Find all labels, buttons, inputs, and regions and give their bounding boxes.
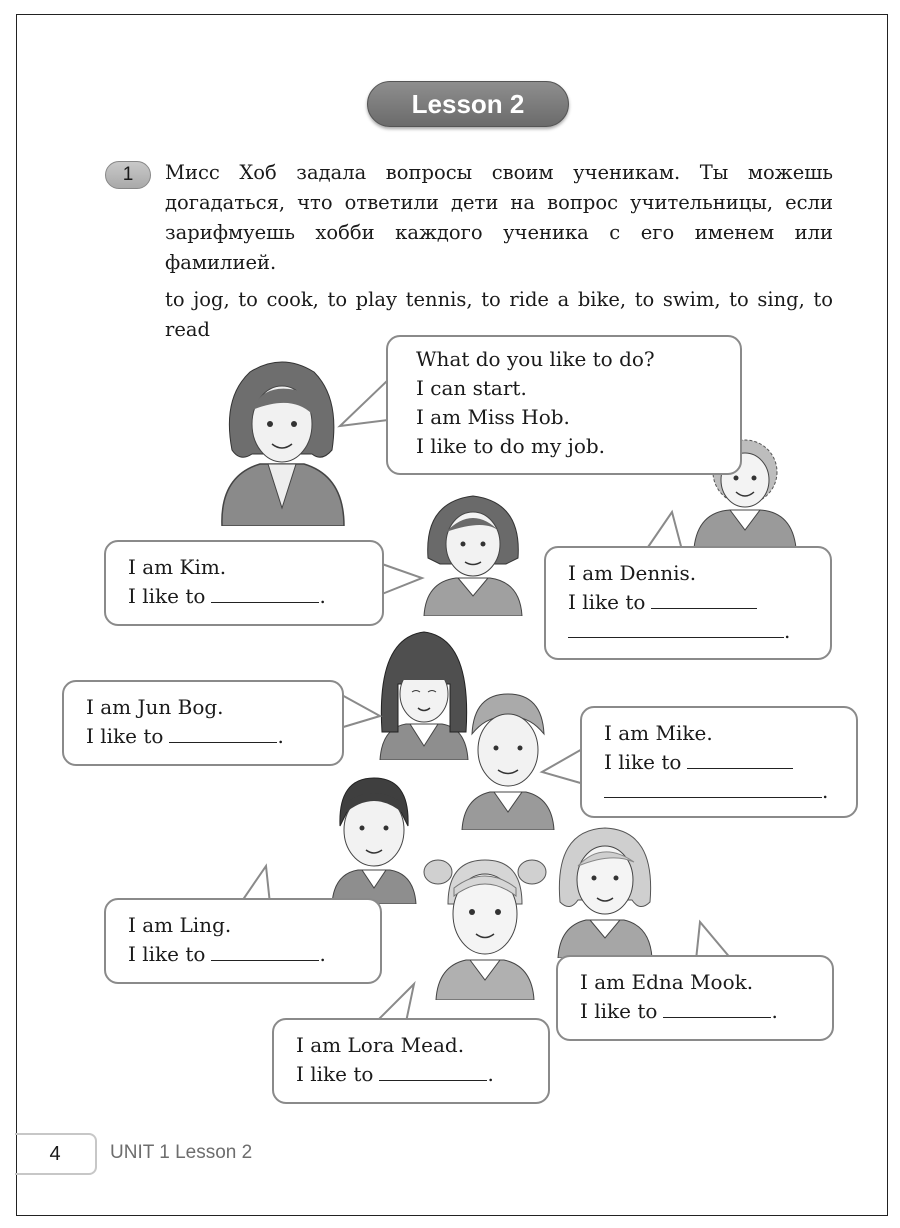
kim-name-line: I am Kim.	[128, 555, 227, 579]
lora-end: .	[487, 1062, 494, 1086]
dennis-name-line: I am Dennis.	[568, 561, 697, 585]
task-instruction: Мисс Хоб задала вопросы своим ученикам. Ты можешь догадаться, что ответили дети на вопрос учительницы, если зарифмуешь хобби каждого ученика с его именем или фамилией.	[165, 161, 833, 274]
jun-like-line: I like to	[86, 724, 164, 748]
lora-speech-bubble	[272, 1018, 550, 1104]
mike-answer-blank-1[interactable]	[687, 750, 793, 769]
teacher-illustration	[212, 358, 352, 526]
ling-like-line: I like to	[128, 942, 206, 966]
mike-answer-blank-2[interactable]	[604, 779, 822, 798]
teacher-line-2: I can start.	[416, 376, 527, 400]
ling-name-line: I am Ling.	[128, 913, 232, 937]
teacher-speech-bubble	[386, 335, 742, 475]
kim-like-line: I like to	[128, 584, 206, 608]
dennis-answer-blank-1[interactable]	[651, 590, 757, 609]
mike-name-line: I am Mike.	[604, 721, 713, 745]
lora-illustration	[420, 848, 550, 1000]
footer-section-label: UNIT 1 Lesson 2	[110, 1142, 253, 1163]
task-number: 1	[105, 161, 151, 189]
dennis-end: .	[784, 619, 791, 643]
ling-end: .	[319, 942, 326, 966]
edna-speech-bubble	[556, 955, 834, 1041]
edna-end: .	[771, 999, 778, 1023]
teacher-line-4: I like to do my job.	[416, 434, 606, 458]
jun-end: .	[277, 724, 284, 748]
edna-answer-blank[interactable]	[663, 999, 771, 1018]
lesson-title: Lesson 2	[367, 81, 569, 127]
dennis-like-line: I like to	[568, 590, 646, 614]
edna-like-line: I like to	[580, 999, 658, 1023]
edna-name-line: I am Edna Mook.	[580, 970, 754, 994]
ling-illustration	[326, 774, 422, 904]
edna-illustration	[552, 822, 658, 958]
ling-answer-blank[interactable]	[211, 942, 319, 961]
ling-speech-bubble	[104, 898, 382, 984]
mike-end: .	[822, 779, 829, 803]
teacher-bubble-tail	[336, 376, 392, 436]
jun-name-line: I am Jun Bog.	[86, 695, 224, 719]
kim-answer-blank[interactable]	[211, 584, 319, 603]
mike-speech-bubble	[580, 706, 858, 818]
word-bank: to jog, to cook, to play tennis, to ride a bike, to swim, to sing, to read	[165, 288, 833, 341]
kim-speech-bubble	[104, 540, 384, 626]
page-number: 4	[15, 1133, 97, 1175]
mike-like-line: I like to	[604, 750, 682, 774]
teacher-line-3: I am Miss Hob.	[416, 405, 570, 429]
dennis-answer-blank-2[interactable]	[568, 619, 784, 638]
teacher-line-1: What do you like to do?	[416, 347, 655, 371]
lora-like-line: I like to	[296, 1062, 374, 1086]
jun-answer-blank[interactable]	[169, 724, 277, 743]
lora-answer-blank[interactable]	[379, 1062, 487, 1081]
kim-bubble-tail	[378, 560, 428, 600]
kim-end: .	[319, 584, 326, 608]
jun-speech-bubble	[62, 680, 344, 766]
kim-illustration	[416, 488, 530, 616]
lora-name-line: I am Lora Mead.	[296, 1033, 465, 1057]
dennis-speech-bubble	[544, 546, 832, 660]
